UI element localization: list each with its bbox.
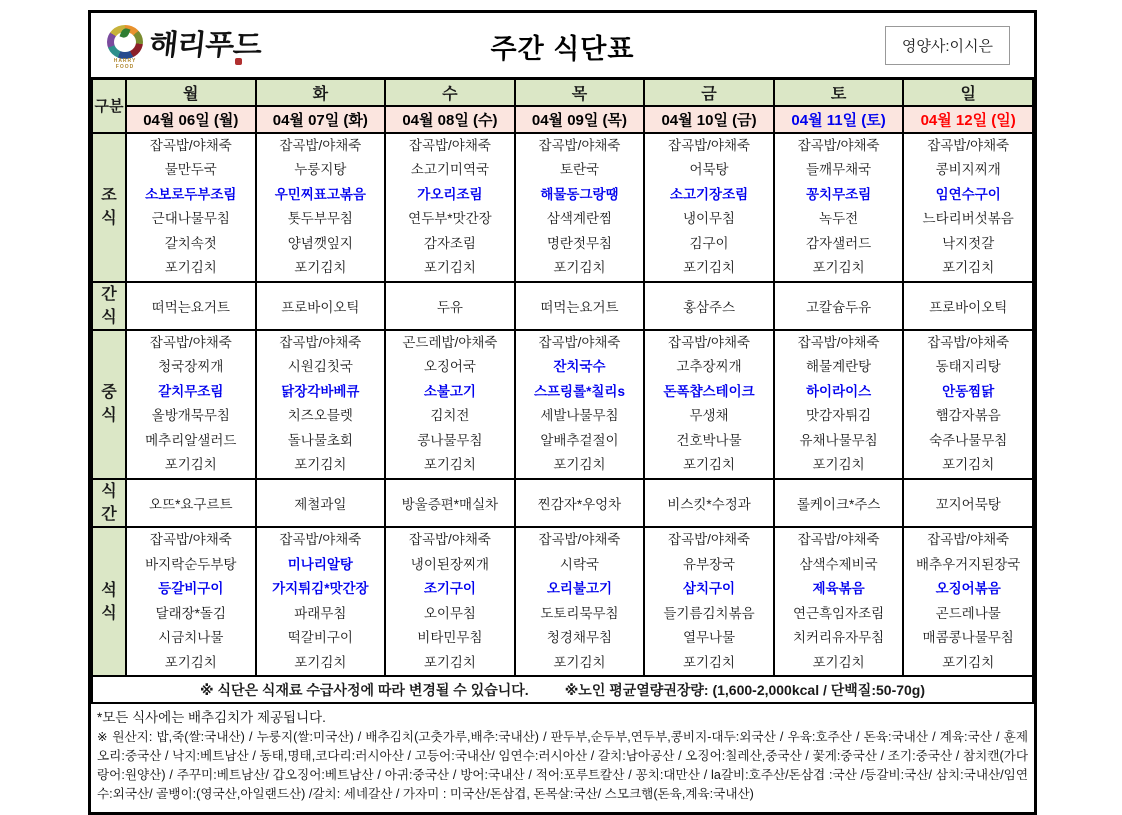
menu-item: 삼색수제비국 [799, 556, 878, 572]
menu-item: 매콤콩나물무침 [922, 630, 1014, 646]
menu-item: 스프링롤*칠리s [533, 383, 625, 399]
menu-item: 유부장국 [682, 556, 736, 572]
menu-item: 잡곡밥/야채죽 [668, 532, 751, 548]
menu-cell [385, 527, 515, 676]
menu-cell [644, 133, 774, 282]
meal-row [92, 479, 1033, 527]
menu-item: 달래장*돌김 [155, 605, 227, 621]
meal-row [92, 133, 1033, 282]
menu-item: 우민찌표고볶음 [274, 186, 366, 202]
menu-item: 잡곡밥/야채죽 [668, 137, 751, 153]
menu-sheet [88, 10, 1037, 815]
menu-item: 포기김치 [294, 457, 347, 473]
menu-item: 포기김치 [812, 654, 865, 670]
date-cell: 04월 07일 (화) [256, 106, 386, 133]
day-header-cell: 화 [256, 79, 386, 106]
menu-item: 조기구이 [423, 581, 476, 597]
menu-item: 포기김치 [553, 654, 606, 670]
menu-cell [126, 527, 256, 676]
menu-item: 느타리버섯볶음 [922, 211, 1014, 226]
menu-cell [256, 133, 386, 282]
menu-item: 포기김치 [294, 654, 347, 670]
menu-cell [903, 133, 1033, 282]
menu-item: 낙지젓갈 [942, 235, 995, 251]
logo-subtext: HARRY FOOD [113, 58, 137, 70]
menu-item: 오이무침 [423, 605, 476, 621]
date-cell: 04월 12일 (일) [903, 106, 1033, 133]
menu-item: 햄감자볶음 [935, 408, 1001, 424]
day-header-cell: 목 [515, 79, 645, 106]
menu-item: 오징어볶음 [935, 581, 1001, 597]
menu-item: 시금치나물 [158, 630, 224, 646]
menu-item: 맛감자튀김 [805, 408, 872, 424]
day-header-cell: 월 [126, 79, 256, 106]
menu-item: 임연수구이 [935, 186, 1001, 202]
menu-item: 등갈비구이 [158, 581, 224, 597]
menu-item: 오징어국 [423, 359, 476, 375]
menu-item: 포기김치 [164, 457, 217, 473]
meal-label: 중 식 [92, 330, 126, 479]
menu-item: 물만두국 [164, 162, 217, 177]
day-header-cell: 금 [644, 79, 774, 106]
page-title: 주간 식단표 [490, 34, 635, 64]
menu-item: 냉이무침 [682, 211, 736, 226]
menu-item: 세발나물무침 [540, 408, 619, 424]
meal-row [92, 527, 1033, 676]
menu-item: 닭장각바베큐 [281, 383, 360, 399]
menu-item: 잡곡밥/야채죽 [927, 137, 1010, 153]
menu-item: 갈치속젓 [164, 235, 217, 251]
notice-text-calorie: ※노인 평균열량권장량: (1,600-2,000kcal / 단백질:50-70g) [564, 681, 926, 698]
menu-item: 돈폭챱스테이크 [663, 383, 755, 399]
menu-item: 포기김치 [812, 260, 865, 275]
menu-item: 포기김치 [423, 457, 476, 473]
snack-cell: 홍삼주스 [644, 282, 774, 330]
menu-item: 어묵탕 [689, 162, 729, 177]
menu-cell [774, 330, 904, 479]
menu-item: 열무나물 [682, 630, 736, 646]
menu-item: 톳두부무침 [287, 211, 353, 226]
snack-cell: 제철과일 [256, 479, 386, 527]
menu-item: 근대나물무침 [151, 211, 230, 226]
menu-table [91, 77, 1034, 704]
menu-item: 가오리조림 [417, 186, 483, 202]
menu-cell [903, 330, 1033, 479]
menu-item: 제육볶음 [812, 581, 865, 597]
snack-cell: 롤케이크*주스 [774, 479, 904, 527]
kimchi-note: *모든 식사에는 배추김치가 제공됩니다. [97, 710, 326, 726]
menu-item: 포기김치 [164, 260, 217, 275]
menu-item: 배추우거지된장국 [916, 556, 1021, 572]
menu-item: 양념깻잎지 [287, 235, 353, 251]
menu-item: 포기김치 [812, 457, 865, 473]
menu-item: 포기김치 [682, 260, 736, 275]
menu-item: 냉이된장찌개 [410, 556, 490, 572]
meal-label: 간 식 [92, 282, 126, 330]
snack-cell: 오뜨*요구르트 [126, 479, 256, 527]
menu-item: 잡곡밥/야채죽 [797, 532, 880, 548]
notice-row [92, 676, 1033, 703]
menu-item: 잡곡밥/야채죽 [408, 532, 491, 548]
meal-label: 식 간 [92, 479, 126, 527]
date-cell: 04월 10일 (금) [644, 106, 774, 133]
menu-item: 오리불고기 [546, 581, 613, 597]
menu-item: 포기김치 [423, 654, 476, 670]
menu-item: 녹두전 [819, 211, 859, 226]
menu-item: 비타민무침 [417, 630, 483, 646]
menu-cell [126, 330, 256, 479]
menu-item: 무생채 [689, 408, 729, 424]
menu-item: 치즈오믈렛 [287, 408, 353, 424]
day-header-row [92, 79, 1033, 106]
notice-cell [92, 676, 1033, 703]
meal-row [92, 330, 1033, 479]
menu-item: 포기김치 [942, 260, 995, 275]
menu-item: 잡곡밥/야채죽 [797, 334, 880, 350]
snack-cell: 떠먹는요거트 [515, 282, 645, 330]
menu-item: 곤드레밥/야채죽 [402, 334, 498, 350]
menu-item: 시원김칫국 [287, 359, 353, 375]
snack-cell: 찐감자*우엉차 [515, 479, 645, 527]
meal-label: 조 식 [92, 133, 126, 282]
menu-item: 포기김치 [294, 260, 347, 275]
date-cell: 04월 09일 (목) [515, 106, 645, 133]
menu-item: 잡곡밥/야채죽 [927, 532, 1010, 548]
menu-item: 김치전 [430, 408, 470, 424]
menu-item: 잡곡밥/야채죽 [149, 532, 232, 548]
menu-item: 포기김치 [423, 260, 476, 275]
menu-item: 유채나물무침 [799, 432, 878, 448]
menu-cell [644, 330, 774, 479]
menu-item: 감자샐러드 [805, 235, 872, 251]
corner-label: 구분 [92, 79, 126, 133]
snack-cell: 비스킷*수정과 [644, 479, 774, 527]
menu-item: 콩비지찌개 [935, 162, 1001, 177]
menu-item: 잡곡밥/야채죽 [668, 334, 751, 350]
menu-item: 삼색계란찜 [546, 211, 613, 226]
menu-item: 미나리알탕 [287, 556, 353, 572]
menu-item: 명란젓무침 [546, 235, 613, 251]
menu-item: 토란국 [559, 162, 600, 177]
menu-item: 연두부*맛간장 [408, 211, 492, 226]
menu-item: 포기김치 [553, 457, 606, 473]
date-cell: 04월 06일 (월) [126, 106, 256, 133]
menu-item: 가지튀김*맛간장 [272, 581, 369, 597]
menu-cell [385, 330, 515, 479]
menu-item: 포기김치 [942, 457, 995, 473]
menu-cell [774, 133, 904, 282]
menu-item: 하이라이스 [805, 383, 872, 399]
menu-item: 소고기장조림 [669, 186, 749, 202]
menu-item: 잡곡밥/야채죽 [149, 137, 232, 153]
day-header-cell: 일 [903, 79, 1033, 106]
menu-item: 시락국 [559, 556, 600, 572]
menu-item: 잡곡밥/야채죽 [538, 334, 621, 350]
menu-item: 연근흑임자조림 [792, 605, 885, 621]
menu-item: 갈치무조림 [158, 383, 224, 399]
menu-item: 올방개묵무침 [151, 408, 230, 424]
menu-item: 김구이 [689, 235, 729, 251]
snack-cell: 꼬지어묵탕 [903, 479, 1033, 527]
menu-cell [515, 527, 645, 676]
day-header-cell: 수 [385, 79, 515, 106]
menu-item: 곤드레나물 [935, 605, 1001, 621]
menu-cell [126, 133, 256, 282]
snack-cell: 고칼슘두유 [774, 282, 904, 330]
day-header-cell: 토 [774, 79, 904, 106]
logo-text: 해리푸드 [147, 29, 263, 63]
menu-item: 삼치구이 [682, 581, 736, 597]
date-cell: 04월 11일 (토) [774, 106, 904, 133]
menu-cell [385, 133, 515, 282]
menu-item: 돌나물초회 [287, 432, 353, 448]
menu-cell [256, 330, 386, 479]
menu-item: 잡곡밥/야채죽 [149, 334, 232, 350]
menu-item: 해물계란탕 [805, 359, 872, 375]
snack-cell: 떠먹는요거트 [126, 282, 256, 330]
menu-item: 해물동그랑땡 [540, 186, 619, 202]
menu-item: 떡갈비구이 [287, 630, 353, 646]
menu-cell [256, 527, 386, 676]
menu-cell [515, 330, 645, 479]
menu-item: 잡곡밥/야채죽 [279, 334, 362, 350]
snack-cell: 프로바이오틱 [256, 282, 386, 330]
menu-item: 포기김치 [682, 654, 736, 670]
menu-item: 누룽지탕 [294, 162, 347, 177]
date-row [92, 106, 1033, 133]
menu-item: 알배추겉절이 [540, 432, 619, 448]
menu-item: 잡곡밥/야채죽 [408, 137, 491, 153]
menu-item: 도토리묵무침 [540, 605, 619, 621]
menu-item: 바지락순두부탕 [145, 556, 237, 572]
snack-cell: 방울증편*매실차 [385, 479, 515, 527]
menu-item: 소보로두부조림 [145, 186, 237, 202]
menu-item: 메추리알샐러드 [145, 432, 237, 448]
menu-item: 안동찜닭 [942, 383, 995, 399]
menu-cell [774, 527, 904, 676]
snack-cell: 두유 [385, 282, 515, 330]
menu-item: 포기김치 [553, 260, 606, 275]
menu-item: 포기김치 [164, 654, 217, 670]
menu-item: 잡곡밥/야채죽 [538, 532, 621, 548]
meal-row [92, 282, 1033, 330]
menu-cell [515, 133, 645, 282]
menu-item: 소불고기 [423, 383, 476, 399]
menu-item: 잡곡밥/야채죽 [797, 137, 880, 153]
origin-note: ※ 원산지: 밥,죽(쌀:국내산) / 누룽지(쌀:미국산) / 배추김치(고춧가루,배추:국내산) / 판두부,순두부,연두부,콩비지-대두:외국산 / 우육:호주산 / 돈육:국내산 / 계육:국산 / 훈제오리:중국산 / 낙지:베트남산 / 동태,명태,코다리:러시아산 / 고등어:국내산/ 임연수:러시아산 / 갈치:남아공산 / 오징어:칠레산,중국산 / 꽃게:중국산 / 조기:중국산 / 참치캔(가다랑어:원양산) / 주꾸미:베트남산/ 갑오징어:베트남산 / 아귀:중국산 / 방어:국내산 / 적어:포루트칼산 / 꽁치:대만산 / la갈비:호주산/돈삼겹 :국산 /등갈비:국산/ 삼치:국내산/임연수:외국산/ 골뱅이:(영국산,아일랜드산) /갈치: 세네갈산 / 가자미 : 미국산/돈삼겹, 돈목살:국산/ 스모크햄(돈육,계육:국내산) [97, 730, 1028, 802]
menu-item: 꽁치무조림 [805, 186, 872, 202]
meal-label: 석 식 [92, 527, 126, 676]
menu-item: 파래무침 [294, 605, 347, 621]
snack-cell: 프로바이오틱 [903, 282, 1033, 330]
date-cell: 04월 08일 (수) [385, 106, 515, 133]
menu-item: 잔치국수 [553, 359, 606, 375]
footer-notes [91, 704, 1034, 812]
menu-item: 치커리유자무침 [792, 630, 885, 646]
menu-item: 건호박나물 [676, 432, 742, 448]
menu-item: 고추장찌개 [676, 359, 742, 375]
menu-item: 잡곡밥/야채죽 [279, 137, 362, 153]
dietitian-box: 영양사:이시은 [885, 26, 1010, 65]
menu-item: 동태지리탕 [935, 359, 1001, 375]
menu-item: 청경채무침 [546, 630, 613, 646]
menu-item: 들깨무채국 [805, 162, 872, 177]
menu-item: 포기김치 [682, 457, 736, 473]
notice-text-menu-change: ※ 식단은 식재료 수급사정에 따라 변경될 수 있습니다. [199, 681, 529, 698]
menu-item: 숙주나물무침 [929, 432, 1008, 448]
menu-cell [903, 527, 1033, 676]
menu-item: 잡곡밥/야채죽 [927, 334, 1010, 350]
menu-item: 잡곡밥/야채죽 [538, 137, 621, 153]
menu-cell [644, 527, 774, 676]
menu-item: 소고기미역국 [410, 162, 490, 177]
menu-item: 들기름김치볶음 [663, 605, 755, 621]
top-bar [91, 13, 1034, 77]
menu-item: 청국장찌개 [158, 359, 224, 375]
menu-item: 콩나물무침 [417, 432, 483, 448]
menu-item: 포기김치 [942, 654, 995, 670]
menu-item: 감자조림 [423, 235, 476, 251]
menu-item: 잡곡밥/야채죽 [279, 532, 362, 548]
